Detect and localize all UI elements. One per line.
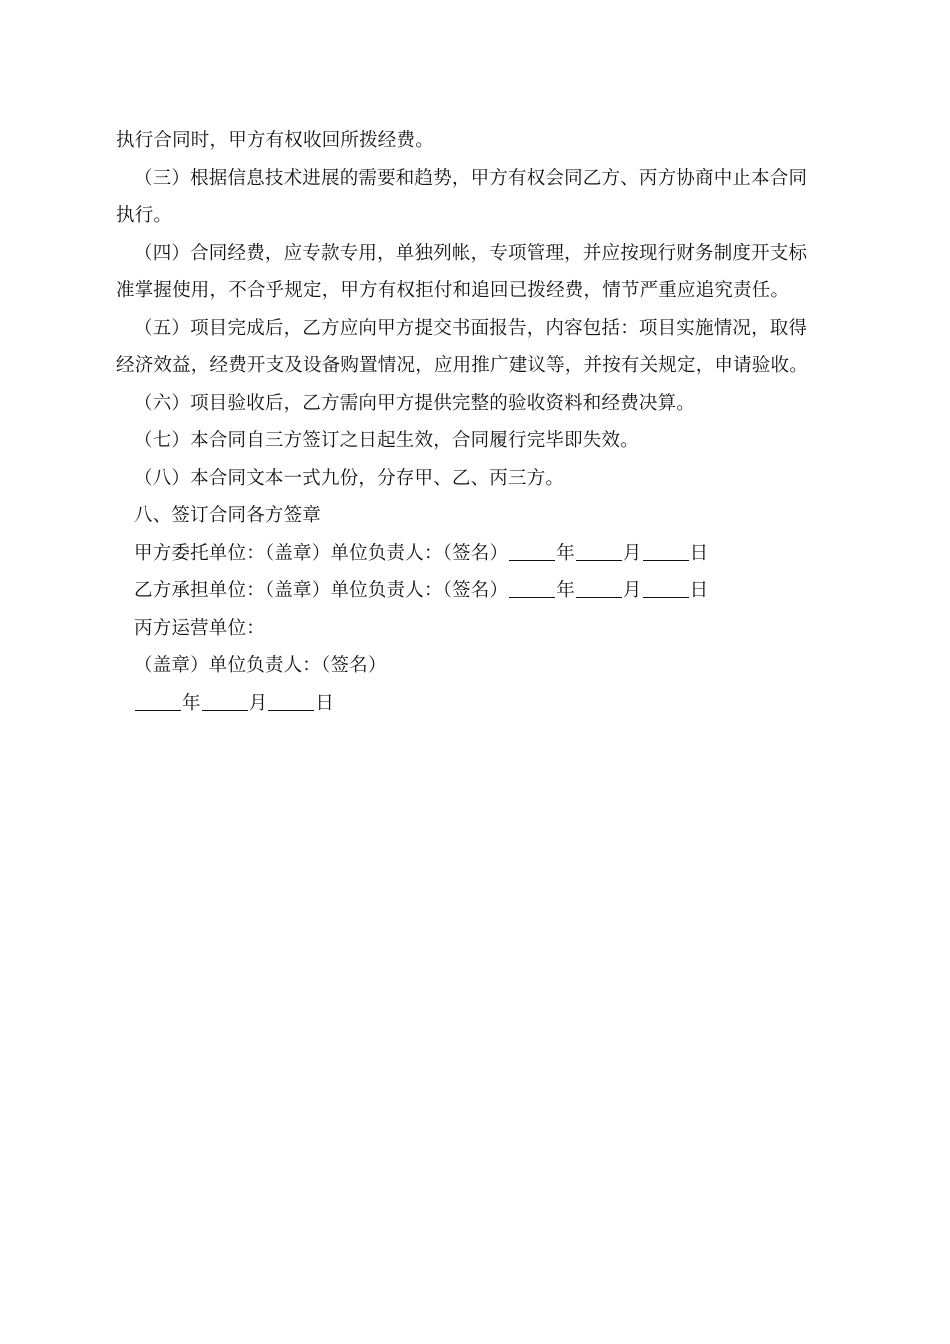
day-blank: [268, 693, 314, 711]
month-label: 月: [248, 692, 268, 714]
party-b-label: 乙方承担单位：（盖章）单位负责人：（签名）: [134, 580, 509, 601]
document-body: [116, 122, 838, 722]
year-label: 年: [556, 542, 575, 564]
day-label: 日: [315, 692, 335, 714]
paragraph-clause-6: （六）项目验收后，乙方需向甲方提供完整的验收资料和经费决算。: [134, 392, 696, 414]
month-blank: [576, 543, 622, 561]
year-blank: [509, 543, 555, 561]
paragraph-line: 执行合同时，甲方有权收回所拨经费。: [116, 130, 434, 151]
month-blank: [202, 693, 248, 711]
party-c-signature: （盖章）单位负责人：（签名）: [134, 655, 387, 676]
section-heading: 八、签订合同各方签章: [134, 505, 322, 526]
paragraph-clause-3: （三）根据信息技术进展的需要和趋势，甲方有权会同乙方、丙方协商中止本合同: [134, 167, 808, 189]
year-label: 年: [556, 580, 575, 601]
paragraph-clause-8: （八）本合同文本一式九份，分存甲、乙、丙三方。: [134, 467, 565, 489]
day-blank: [643, 543, 689, 561]
signature-line-party-b: [116, 572, 838, 610]
day-label: 日: [689, 542, 709, 564]
paragraph-clause-4: （四）合同经费，应专款专用，单独列帐，专项管理，并应按现行财务制度开支标: [134, 242, 808, 264]
year-blank: [135, 693, 181, 711]
month-label: 月: [622, 542, 642, 564]
paragraph-line: 执行。: [116, 205, 173, 226]
day-label: 日: [689, 580, 709, 601]
party-c-label: 丙方运营单位：: [134, 617, 265, 639]
signature-line-party-a: [116, 535, 838, 573]
party-a-label: 甲方委托单位：（盖章）单位负责人：（签名）: [134, 542, 509, 564]
year-label: 年: [182, 692, 201, 714]
paragraph-clause-5: （五）项目完成后，乙方应向甲方提交书面报告，内容包括：项目实施情况，取得: [134, 317, 808, 339]
paragraph-line: 经济效益，经费开支及设备购置情况，应用推广建议等，并按有关规定，申请验收。: [116, 355, 808, 376]
month-label: 月: [622, 580, 642, 601]
day-blank: [643, 580, 689, 598]
month-blank: [576, 580, 622, 598]
party-c-date-line: [116, 685, 838, 723]
paragraph-line: 准掌握使用，不合乎规定，甲方有权拒付和追回已拨经费，情节严重应追究责任。: [116, 280, 790, 301]
paragraph-clause-7: （七）本合同自三方签订之日起生效，合同履行完毕即失效。: [134, 430, 639, 451]
year-blank: [509, 580, 555, 598]
